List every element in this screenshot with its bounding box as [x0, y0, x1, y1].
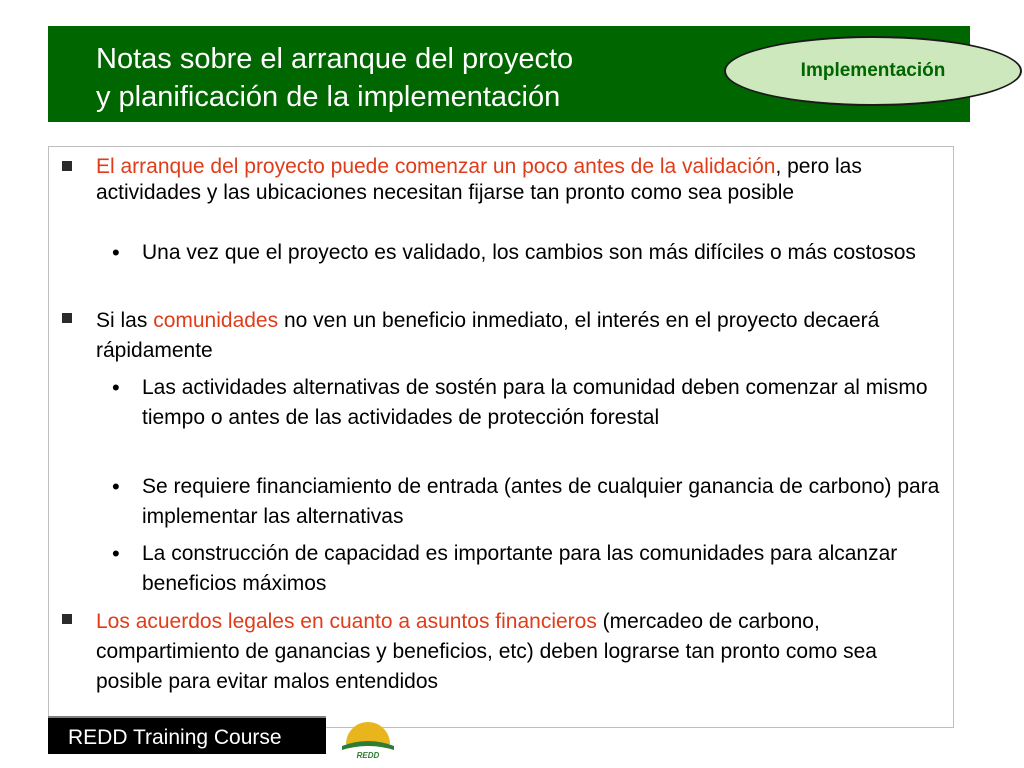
bullet-3-highlight: Los acuerdos legales en cuanto a asuntos financieros [96, 610, 597, 633]
bullet-1-text: , pero las actividades y las ubicaciones necesitan fijarse tan pronto como sea posible [96, 155, 862, 204]
bullet-2-post: no ven un beneficio inmediato, el interés en el proyecto decaerá rápidamente [96, 309, 880, 362]
sub-bullet-3-text: Se requiere financiamiento de entrada (antes de cualquier ganancia de carbono) para implementar las alternativas [142, 475, 940, 528]
bullet-3-text: (mercadeo de carbono, compartimiento de ganancias y beneficios, etc) deben lograrse tan pronto como sea posible para evitar malos entendidos [96, 610, 877, 693]
sub-bullet-2-text: Las actividades alternativas de sostén para la comunidad deben comenzar al mismo tiempo o antes de las actividades de protección forestal [142, 376, 928, 429]
square-bullet-icon [62, 161, 72, 171]
bullet-item-3 [96, 607, 926, 697]
footer-course-title: REDD Training Course [68, 726, 282, 749]
sub-bullet-3 [112, 472, 942, 532]
bullet-item-2 [96, 306, 926, 366]
section-badge [724, 36, 1022, 106]
slide-title-line-2: y planificación de la implementación [96, 81, 561, 113]
sub-bullet-2 [112, 373, 942, 433]
slide-title [96, 40, 716, 116]
square-bullet-icon [62, 313, 72, 323]
sub-bullet-1-text: Una vez que el proyecto es validado, los cambios son más difíciles o más costosos [142, 241, 916, 264]
dot-bullet-icon: • [112, 541, 120, 566]
dot-bullet-icon: • [112, 474, 120, 499]
sub-bullet-4 [112, 539, 942, 599]
dot-bullet-icon: • [112, 240, 120, 265]
section-badge-label: Implementación [800, 60, 946, 81]
logo-text: REDD [356, 751, 380, 760]
dot-bullet-icon: • [112, 375, 120, 400]
bullet-2-pre: Si las [96, 309, 154, 332]
logo-sun [346, 722, 390, 744]
redd-logo [340, 716, 396, 760]
bullet-item-1 [96, 154, 926, 206]
bullet-1-highlight: El arranque del proyecto puede comenzar un poco antes de la validación [96, 155, 776, 178]
sub-bullet-1 [112, 238, 942, 268]
sub-bullet-4-text: La construcción de capacidad es importante para las comunidades para alcanzar beneficios máximos [142, 542, 898, 595]
bullet-2-highlight: comunidades [153, 309, 279, 332]
square-bullet-icon [62, 614, 72, 624]
slide-title-line-1: Notas sobre el arranque del proyecto [96, 43, 574, 75]
